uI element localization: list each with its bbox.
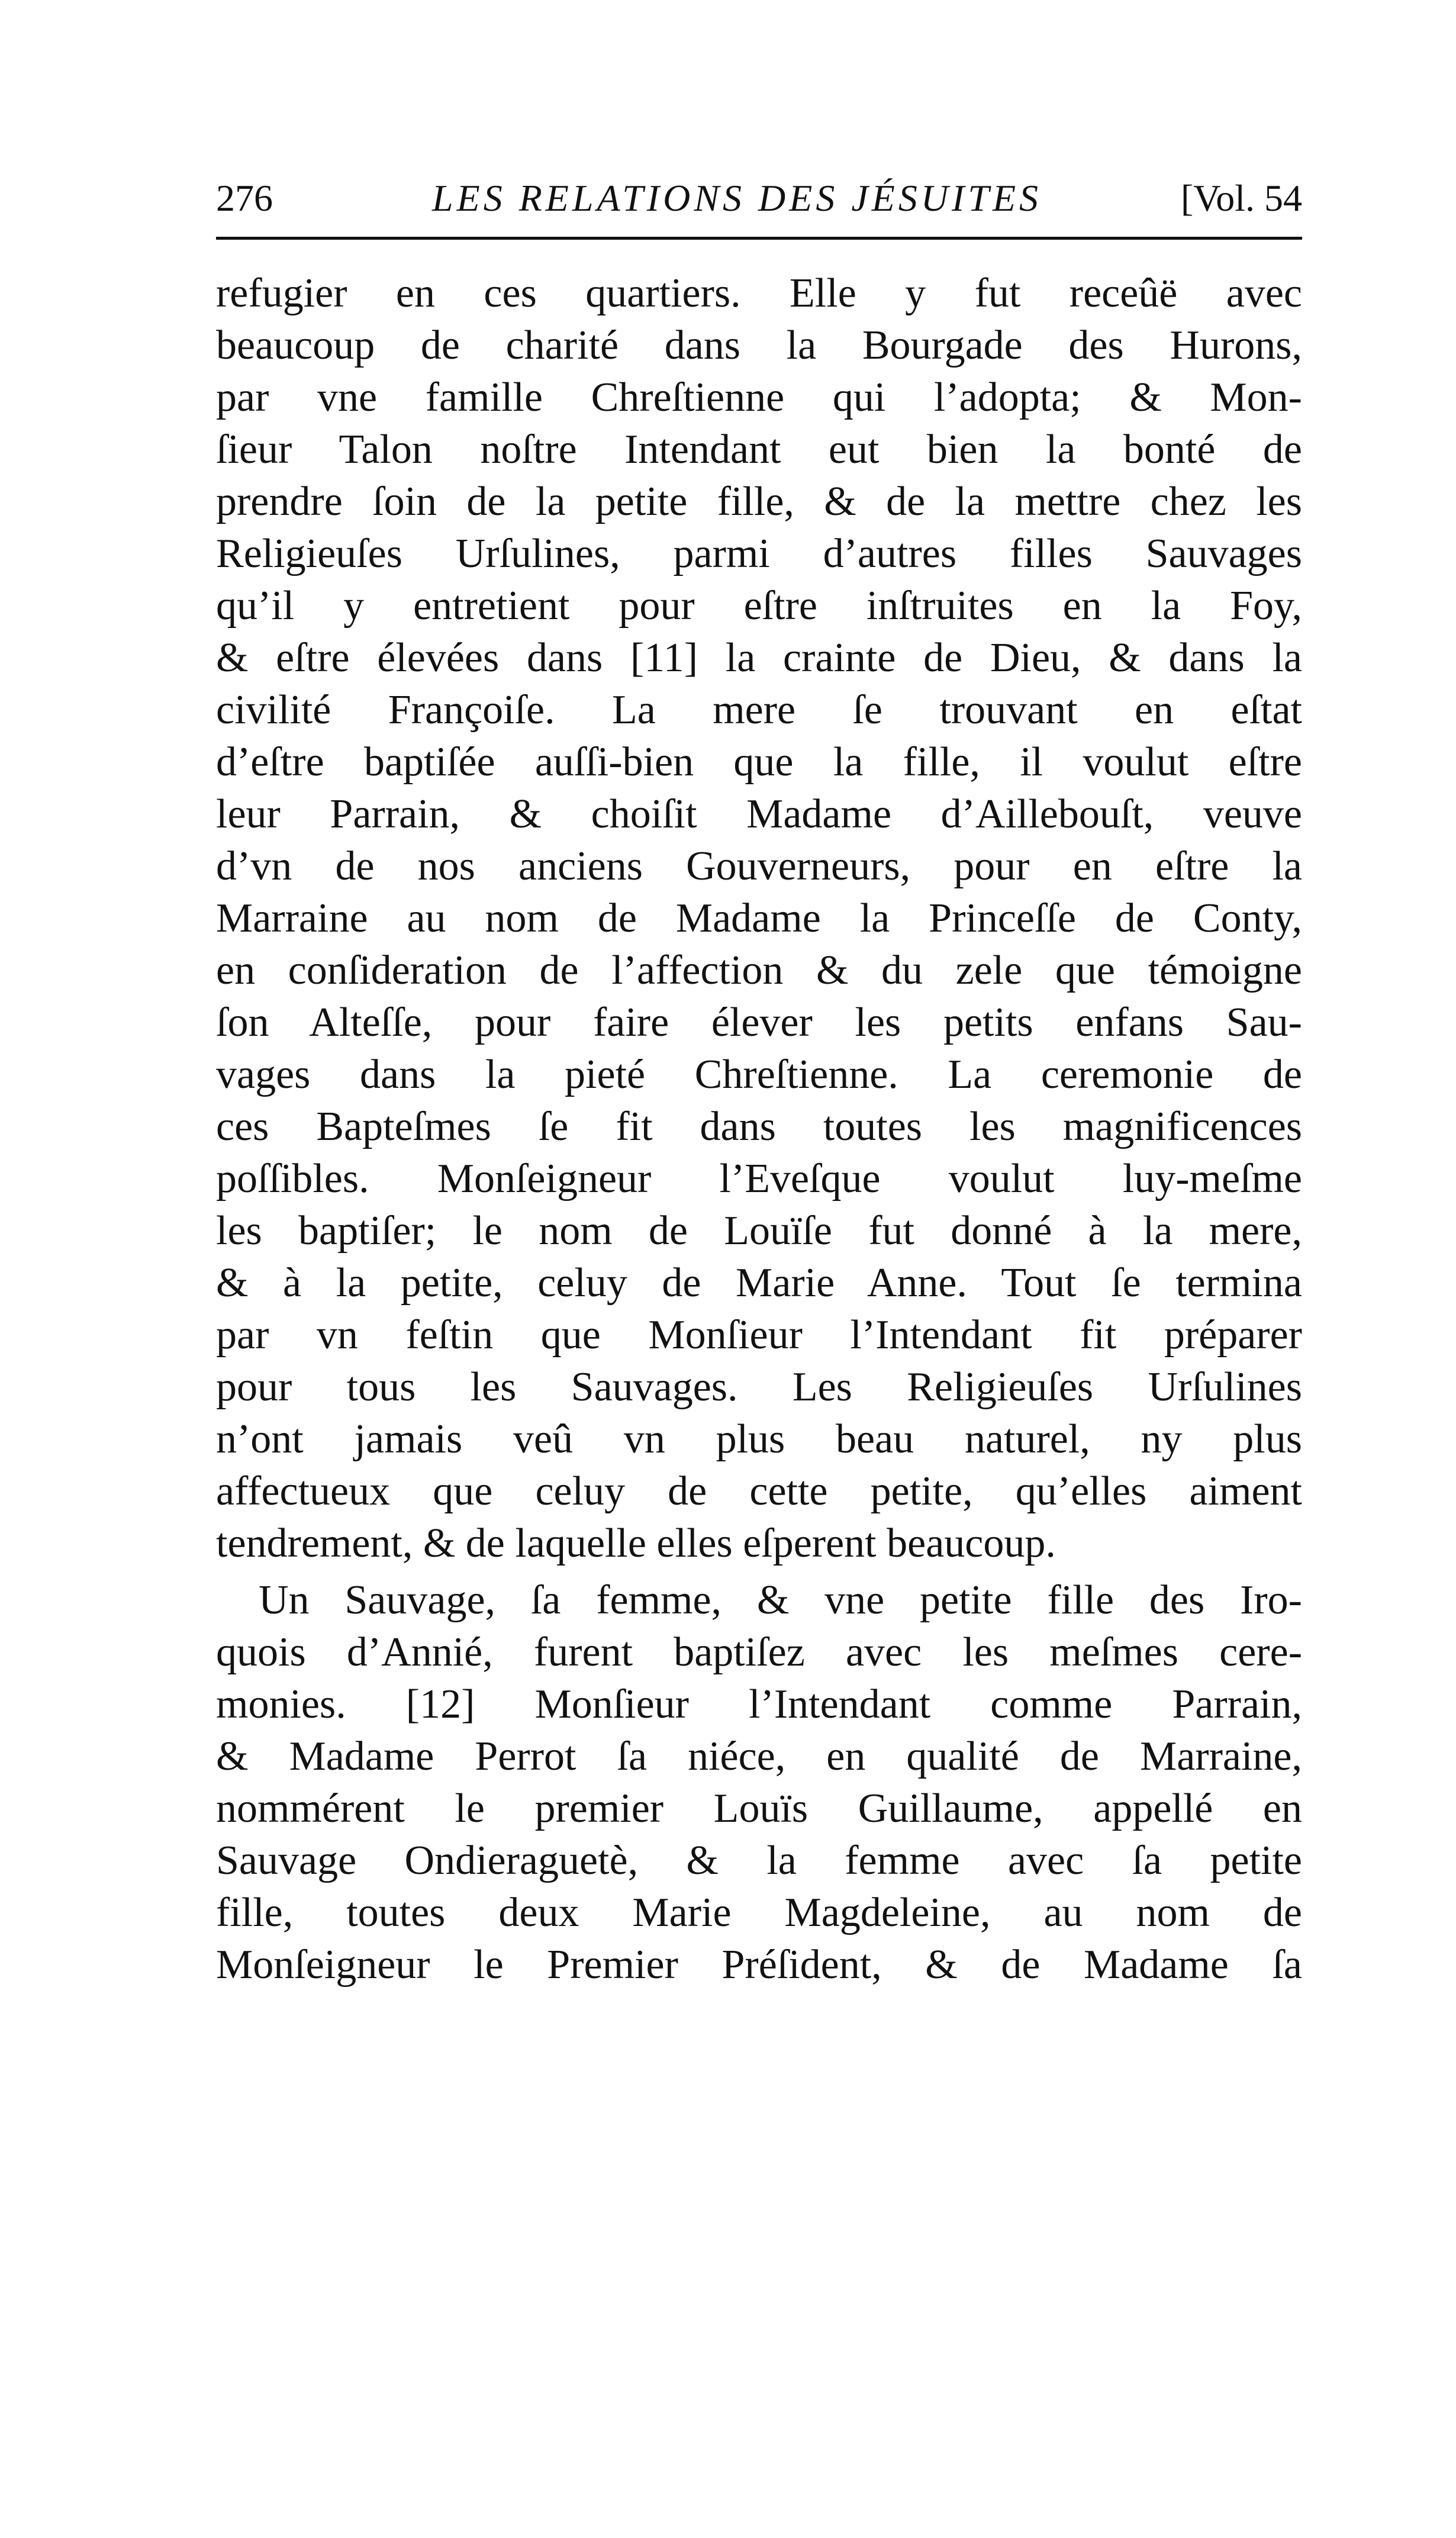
text-line: Sauvage Ondieraguetè, & la femme avec ſa petite <box>216 1838 1302 1883</box>
text-line: & à la petite, celuy de Marie Anne. Tout ſe termina <box>216 1260 1302 1306</box>
text-line: fille, toutes deux Marie Magdeleine, au nom de <box>216 1890 1302 1935</box>
page-number: 276 <box>216 177 273 219</box>
text-line: quois d’Annié, furent baptiſez avec les meſmes cere- <box>216 1629 1302 1675</box>
running-title: LES RELATIONS DES JÉSUITES <box>432 177 1042 219</box>
text-line: & eſtre élevées dans [11] la crainte de Dieu, & dans la <box>216 635 1302 681</box>
text-line: qu’il y entretient pour eſtre inſtruites en la Foy, <box>216 583 1302 629</box>
text-line: Religieuſes Urſulines, parmi d’autres filles Sauvages <box>216 531 1302 576</box>
text-line: leur Parrain, & choiſit Madame d’Aillebouſt, veuve <box>216 791 1302 837</box>
text-line: Monſeigneur le Premier Préſident, & de Madame ſa <box>216 1942 1302 1988</box>
running-head <box>216 172 1302 225</box>
text-line: d’eſtre baptiſée auſſi-bien que la fille, il voulut eſtre <box>216 739 1302 785</box>
text-line: les baptiſer; le nom de Louïſe fut donné à la mere, <box>216 1208 1302 1254</box>
paragraph <box>216 268 1302 1570</box>
text-line: vages dans la pieté Chreſtienne. La ceremonie de <box>216 1052 1302 1097</box>
paragraph-gap <box>216 1570 1302 1574</box>
text-line: poſſibles. Monſeigneur l’Eveſque voulut luy-meſme <box>216 1156 1302 1202</box>
text-line: par vn feſtin que Monſieur l’Intendant fit préparer <box>216 1312 1302 1358</box>
paragraph <box>216 1574 1302 1991</box>
text-line: beaucoup de charité dans la Bourgade des Hurons, <box>216 323 1302 368</box>
text-line: refugier en ces quartiers. Elle y fut receûë avec <box>216 270 1302 316</box>
text-line: civilité Françoiſe. La mere ſe trouvant en eſtat <box>216 687 1302 733</box>
text-line: en conſideration de l’affection & du zele que témoigne <box>216 948 1302 993</box>
text-line: n’ont jamais veû vn plus beau naturel, ny plus <box>216 1416 1302 1462</box>
body-text <box>216 268 1302 1991</box>
text-line: pour tous les Sauvages. Les Religieuſes Urſulines <box>216 1364 1302 1410</box>
text-line: nommérent le premier Louïs Guillaume, appellé en <box>216 1786 1302 1831</box>
text-line: Un Sauvage, ſa femme, & vne petite fille des Iro- <box>259 1577 1302 1623</box>
text-line: ces Bapteſmes ſe fit dans toutes les magnificences <box>216 1104 1302 1149</box>
text-line: tendrement, & de laquelle elles eſperent beaucoup. <box>216 1521 1056 1566</box>
text-line: Marraine au nom de Madame la Princeſſe de Conty, <box>216 896 1302 941</box>
text-line: ſieur Talon noſtre Intendant eut bien la bonté de <box>216 427 1302 472</box>
volume-label: [Vol. 54 <box>1180 177 1302 219</box>
text-line: affectueux que celuy de cette petite, qu’elles aiment <box>216 1468 1302 1514</box>
text-line: & Madame Perrot ſa niéce, en qualité de Marraine, <box>216 1734 1302 1779</box>
text-line: ſon Alteſſe, pour faire élever les petits enfans Sau- <box>216 1000 1302 1045</box>
text-line: prendre ſoin de la petite fille, & de la mettre chez les <box>216 479 1302 524</box>
text-line: par vne famille Chreſtienne qui l’adopta; & Mon- <box>216 375 1302 420</box>
header-rule <box>216 237 1302 240</box>
text-line: monies. [12] Monſieur l’Intendant comme Parrain, <box>216 1682 1302 1727</box>
text-line: d’vn de nos anciens Gouverneurs, pour en eſtre la <box>216 843 1302 889</box>
